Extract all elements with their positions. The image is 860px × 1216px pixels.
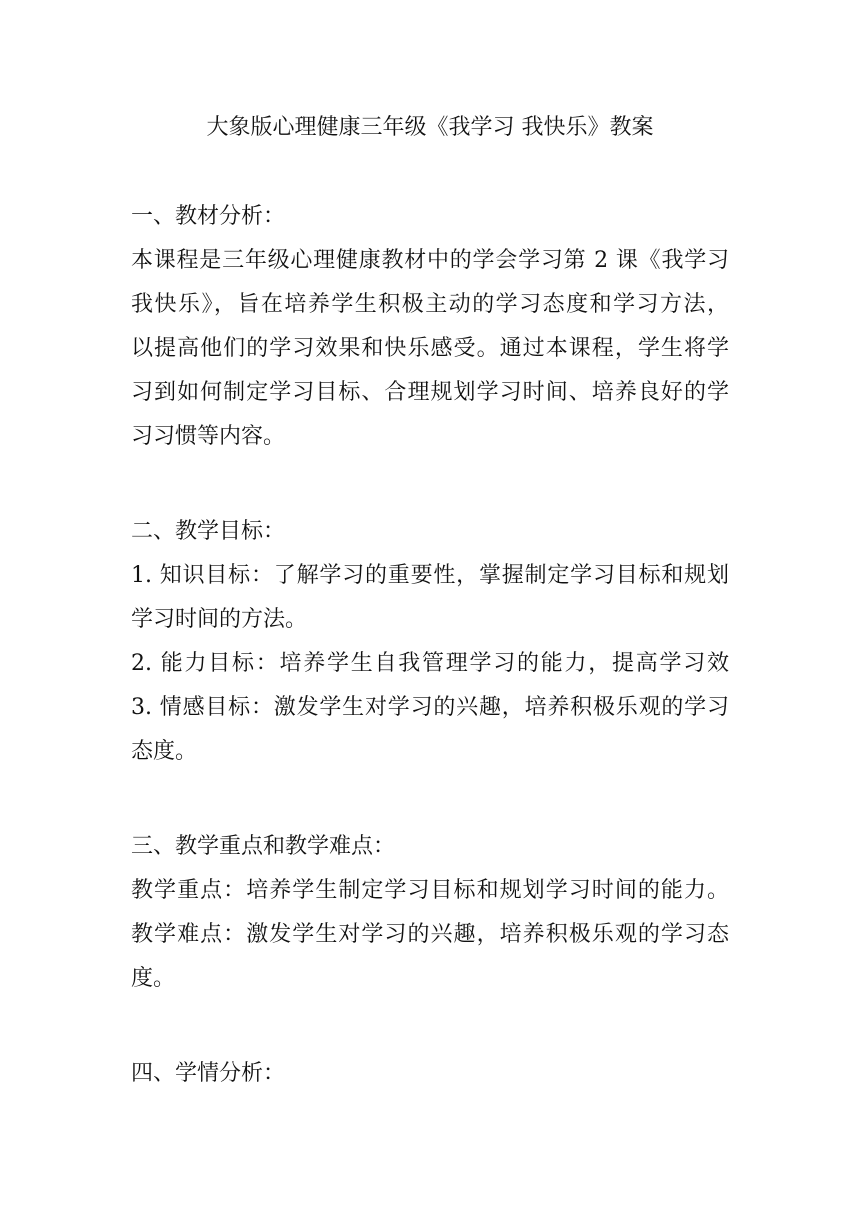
section-heading-key-points: 三、教学重点和教学难点：	[131, 834, 396, 859]
paragraph-line: 习习惯等内容。	[131, 424, 286, 449]
section-heading-materials: 一、教材分析：	[131, 204, 286, 229]
list-item: 1. 知识目标：了解学习的重要性，掌握制定学习目标和规划	[131, 563, 729, 588]
paragraph-line: 习到如何制定学习目标、合理规划学习时间、培养良好的学	[131, 380, 729, 405]
list-item: 3. 情感目标：激发学生对学习的兴趣，培养积极乐观的学习	[131, 695, 729, 720]
paragraph-line: 教学难点：激发学生对学习的兴趣，培养积极乐观的学习态	[131, 922, 729, 947]
paragraph-line: 我快乐》，旨在培养学生积极主动的学习态度和学习方法，	[131, 292, 729, 317]
list-item-continuation: 学习时间的方法。	[131, 607, 308, 632]
section-heading-student-analysis: 四、学情分析：	[131, 1061, 286, 1086]
document-title: 大象版心理健康三年级《我学习 我快乐》教案	[206, 115, 654, 140]
paragraph-line: 教学重点：培养学生制定学习目标和规划学习时间的能力。	[131, 878, 729, 903]
paragraph-line: 度。	[131, 966, 176, 991]
list-item-continuation: 态度。	[131, 739, 198, 764]
paragraph-line: 以提高他们的学习效果和快乐感受。通过本课程，学生将学	[131, 336, 729, 361]
list-item: 2. 能力目标：培养学生自我管理学习的能力，提高学习效	[131, 651, 729, 676]
paragraph-line: 本课程是三年级心理健康教材中的学会学习第 2 课《我学习	[131, 248, 729, 273]
section-heading-objectives: 二、教学目标：	[131, 519, 286, 544]
